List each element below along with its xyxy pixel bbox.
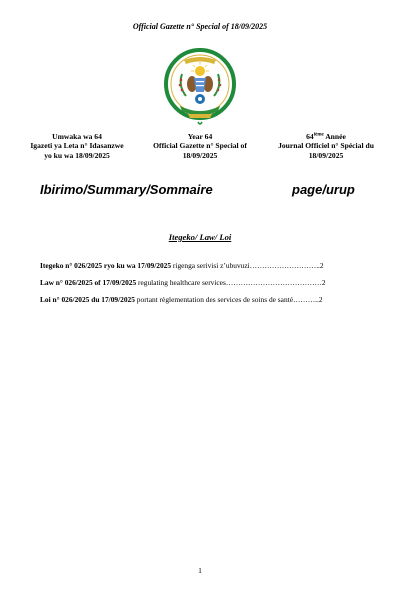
entry-law-reference: Law n° 026/2025 of 17/09/2025 bbox=[40, 277, 137, 287]
english-year: Year 64 bbox=[187, 132, 213, 141]
entry-page-number: 2 bbox=[318, 294, 323, 304]
toc-entry-kinyarwanda[interactable] bbox=[40, 262, 376, 271]
french-header-column bbox=[264, 132, 388, 160]
entry-law-reference: Itegeko n° 026/2025 ryo ku wa 17/09/2025 bbox=[40, 261, 172, 270]
entry-law-reference: Loi n° 026/2025 du 17/09/2025 bbox=[40, 294, 135, 304]
gazette-header: Official Gazette n° Special of 18/09/2025 bbox=[132, 22, 268, 31]
section-heading: Itegeko/ Law/ Loi bbox=[168, 232, 232, 242]
english-date: 18/09/2025 bbox=[182, 150, 218, 160]
summary-title: Ibirimo/Summary/Sommaire bbox=[40, 182, 213, 197]
toc-entry-english[interactable] bbox=[40, 279, 376, 288]
toc-entry-french[interactable] bbox=[40, 296, 376, 305]
english-gazette-label: Official Gazette n° Special of bbox=[153, 141, 247, 151]
kinyarwanda-year: Umwaka wa 64 bbox=[52, 132, 102, 141]
french-date: 18/09/2025 bbox=[308, 150, 344, 160]
entry-law-title: regulating healthcare services………………………………… bbox=[136, 277, 322, 287]
kinyarwanda-date: yo ku wa 18/09/2025 bbox=[44, 150, 110, 160]
french-gazette-label: Journal Officiel n° Spécial du bbox=[278, 141, 374, 151]
kinyarwanda-gazette-label: Igazeti ya Leta n° Idasanzwe bbox=[30, 141, 124, 151]
entry-page-number: 2 bbox=[321, 277, 326, 287]
summary-heading-row bbox=[0, 182, 400, 202]
entry-page-number: 2 bbox=[319, 261, 324, 270]
table-of-contents bbox=[40, 262, 376, 313]
kinyarwanda-header-column bbox=[14, 132, 140, 160]
page-number: 1 bbox=[198, 566, 202, 575]
french-year: 64ième Année bbox=[306, 132, 346, 141]
page-column-label: page/urup bbox=[292, 182, 355, 197]
national-emblem-icon bbox=[158, 44, 242, 128]
english-header-column bbox=[138, 132, 262, 160]
entry-law-title: rigenga serivisi z’ubuvuzi……………………….. bbox=[171, 261, 320, 270]
entry-law-title: portant règlementation des services de soins de santé……….. bbox=[134, 294, 319, 304]
